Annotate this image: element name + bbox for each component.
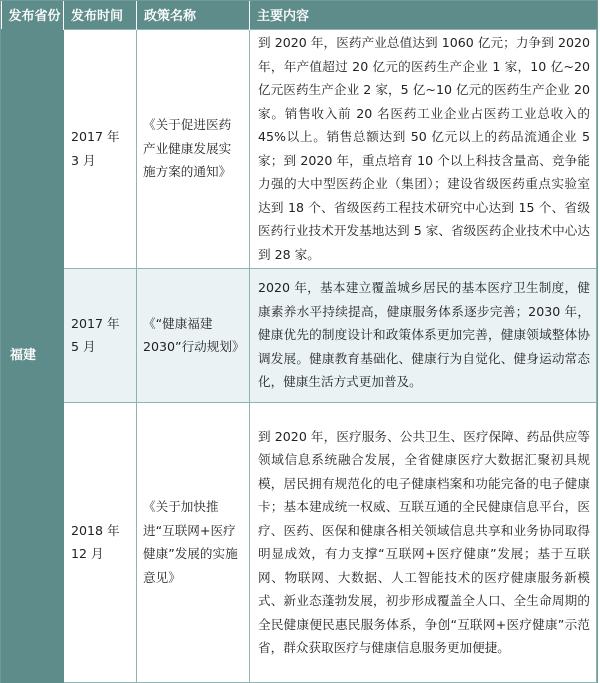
header-main-content: 主要内容: [250, 1, 597, 29]
date-cell: 2017 年 5 月: [64, 268, 137, 402]
header-policy-name: 政策名称: [137, 1, 250, 29]
header-province: 发布省份: [2, 1, 64, 29]
content-cell: 到 2020 年，医药产业总值达到 1060 亿元；力争到 2020 年，年产值超过 20 亿元的医药生产企业 1 家，10 亿~20 亿元医药生产企业 2 家，5 亿~10 亿元的医药生产企业 20 家。销售收入前 20 名医药工业企业占医药工业总收入的 45%以上。销售总额达到 50 亿元以上的药品流通企业 5 家；到 2020 年，重点培育 10 个以上科技含量高、竞争能力强的大中型医药企业（集团）；建设省级医药重点实验室达到 18 个、省级医药工程技术研究中心达到 15 个、省级医药行业技术开发基地达到 5 家、省级医药企业技术中心达到 28 家。: [250, 29, 597, 268]
table-row: [2, 29, 597, 268]
header-date: 发布时间: [64, 1, 137, 29]
policy-table: [1, 1, 597, 683]
province-cell: 福建: [2, 29, 64, 682]
table-row: [2, 402, 597, 682]
content-cell: 到 2020 年，医疗服务、公共卫生、医疗保障、药品供应等领域信息系统融合发展，全省健康医疗大数据汇聚初具规模，居民拥有规范化的电子健康档案和功能完备的电子健康卡；基本建成统一权威、互联互通的全民健康信息平台，医疗、医药、医保和健康各相关领域信息共享和业务协同取得明显成效，有力支撑“互联网+医疗健康”发展；基于互联网、物联网、大数据、人工智能技术的医疗健康服务新模式、新业态蓬勃发展，初步形成覆盖全人口、全生命周期的全民健康便民惠民服务体系，争创“互联网+医疗健康”示范省，群众获取医疗与健康信息服务更加便捷。: [250, 402, 597, 682]
policy-name-cell: 《关于加快推进“互联网+医疗健康”发展的实施意见》: [137, 402, 250, 682]
policy-name-cell: 《关于促进医药产业健康发展实施方案的通知》: [137, 29, 250, 268]
content-cell: 2020 年，基本建立覆盖城乡居民的基本医疗卫生制度，健康素养水平持续提高，健康服务体系逐步完善；2030 年，健康优先的制度设计和政策体系更加完善，健康领域整体协调发展。健康教育基础化、健康行为自觉化、健身运动常态化，健康生活方式更加普及。: [250, 268, 597, 402]
date-cell: 2018 年12 月: [64, 402, 137, 682]
policy-name-cell: 《“健康福建 2030”行动规划》: [137, 268, 250, 402]
table-header-row: [2, 1, 597, 29]
table-row: [2, 268, 597, 402]
date-cell: 2017 年 3 月: [64, 29, 137, 268]
